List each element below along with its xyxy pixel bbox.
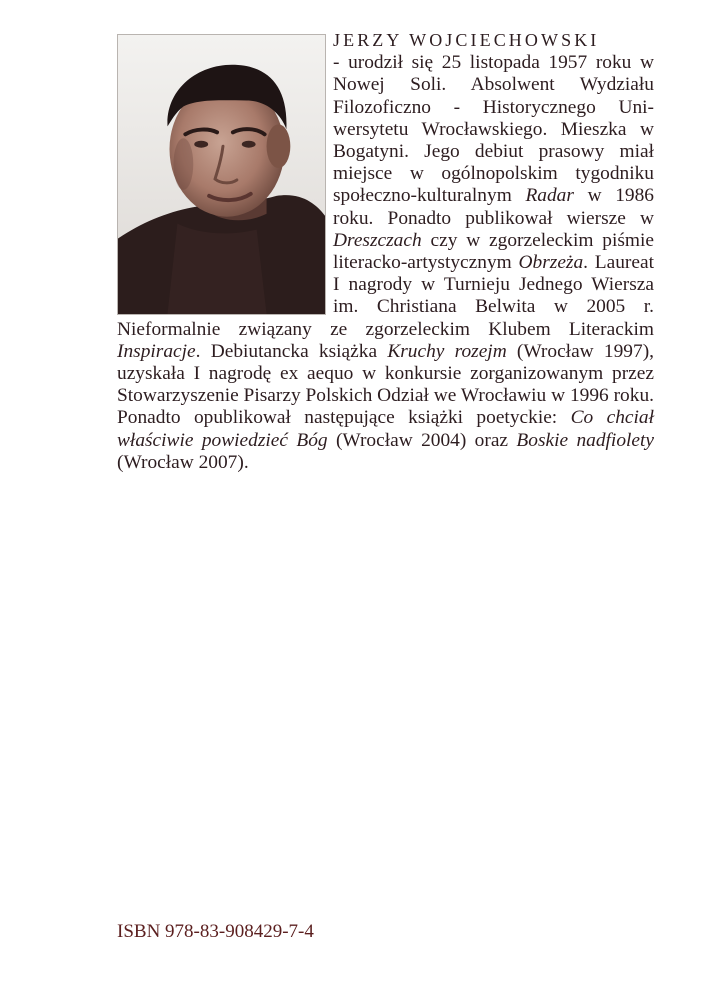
author-bio [117,29,654,474]
book-title-boskie-nadfiolety: Boskie nadfiolety [516,429,654,451]
photo-spacer [117,29,333,317]
bio-text: . Debiutancka książka [195,340,388,362]
isbn-number: ISBN 978-83-908429-7-4 [117,921,314,942]
book-title-kruchy-rozejm: Kruchy rozejm [387,340,507,362]
magazine-title-radar: Radar [525,185,574,207]
bio-text: (Wrocław 2004) oraz [327,429,517,451]
magazine-title-dreszcze: Dreszczach [333,229,422,251]
bio-text: (Wrocław 2007). [117,451,249,473]
bio-text: (Wrocław 1997), uzyskała I nagrodę ex aequo w konkursie zorganizowanym przez Stowarzyszenie Pisarzy Polskich Odział we Wrocławiu w 1996 roku. Ponadto opublikował następujące książki poetyckie: [117,340,654,429]
club-name-inspiracje: Inspiracje [117,340,196,362]
author-name: JERZY WOJCIECHOWSKI [333,30,600,50]
bio-text: w 1986 roku. Ponadto publikował wiersze w [333,185,655,229]
bio-text: - urodził się 25 listopada 1957 roku w Nowej Soli. Absolwent Wydziału Filozoficzno - Historycznego Uniwersytetu Wrocławskiego. Mieszka w Bogatyni. Jego debiut prasowy miał miejsce w ogólnopolskim tygodniku społeczno-kulturalnym [333,52,654,207]
book-title-co-chcial: Co chciał właściwie powiedzieć Bóg [117,407,654,451]
bio-text: . Laureat I nagrody w Turnieju Jednego Wiersza im. Christiana Belwita w 2005 r. Nieformalnie związany ze zgorzeleckim Klubem Literackim [117,252,654,340]
bio-text: czy w zgorzeleckim piśmie literacko-artystycznym [333,229,654,274]
magazine-title-obrzeza: Obrzeża [518,252,584,274]
